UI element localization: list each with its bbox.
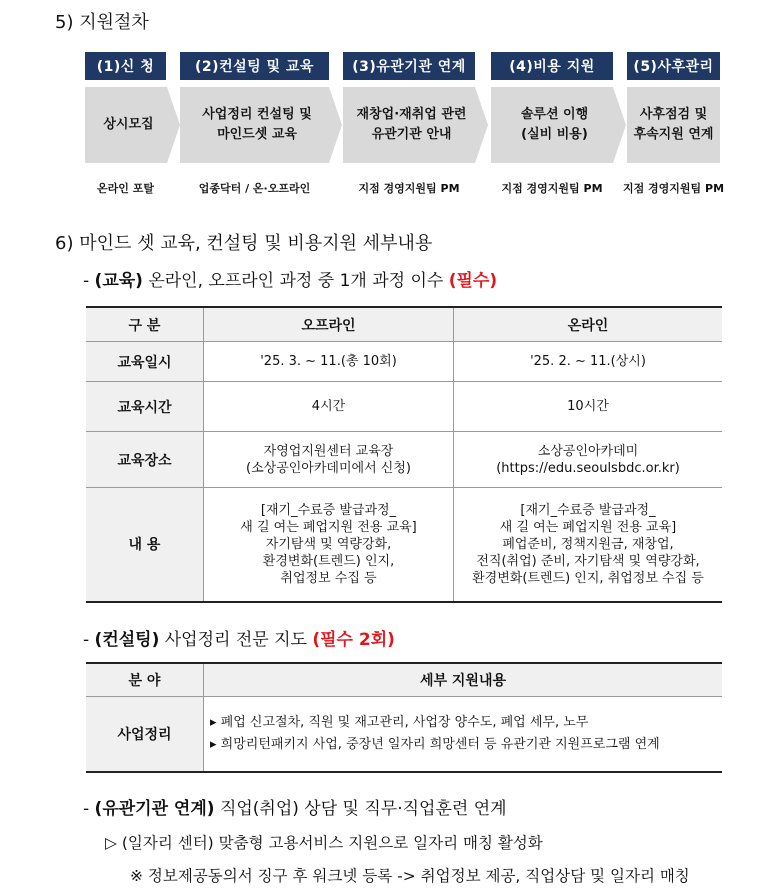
header-category: 구 분 bbox=[86, 307, 204, 342]
stage-5-header: (5)사후관리 bbox=[627, 52, 720, 80]
stage-1-box bbox=[85, 87, 180, 163]
field-cell: 사업정리 bbox=[86, 697, 204, 773]
header-online: 온라인 bbox=[454, 307, 723, 342]
stage-4-footer: 지점 경영지원팀 PM bbox=[501, 182, 603, 195]
stage-3-box bbox=[343, 87, 488, 163]
linkage-text: 직업(취업) 상담 및 직무·직업훈련 연계 bbox=[214, 799, 507, 819]
linkage-subheading bbox=[83, 794, 507, 819]
stage-2-body: 사업정리 컨설팅 및 마인드셋 교육 bbox=[202, 107, 312, 142]
stage-4-body: 솔루션 이행 (실비 비용) bbox=[520, 107, 589, 142]
table-row bbox=[86, 697, 722, 773]
stage-3-footer: 지점 경영지원팀 PM bbox=[358, 182, 460, 195]
header-offline: 오프라인 bbox=[204, 307, 454, 342]
consulting-text: 사업정리 전문 지도 bbox=[159, 630, 313, 650]
stage-2-header: (2)컨설팅 및 교육 bbox=[180, 52, 329, 80]
online-cell: 소상공인아카데미 (https://edu.seoulsbdc.or.kr) bbox=[454, 432, 723, 488]
stage-1-footer: 온라인 포탈 bbox=[97, 182, 154, 195]
stage-2-box bbox=[180, 87, 342, 163]
stage-3-body: 재창업·재취업 관련 유관기관 안내 bbox=[356, 107, 467, 142]
online-cell: [재기_수료증 발급과정_ 새 길 여는 폐업지원 전용 교육] 폐업준비, 정책지원금, 재창업, 전직(취업) 준비, 자기탐색 및 역량강화, 환경변화(트렌드) 인지, 취업정보 수집 등 bbox=[454, 488, 723, 602]
section-6-title: 6) 마인드 셋 교육, 컨설팅 및 비용지원 세부내용 bbox=[55, 233, 433, 254]
detail-item: ▸ 희망리턴패키지 사업, 중장년 일자리 희망센터 등 유관기관 지원프로그램 연계 bbox=[210, 737, 660, 752]
stage-4-header: (4)비용 지원 bbox=[491, 52, 613, 80]
offline-cell: '25. 3. ~ 11.(총 10회) bbox=[204, 342, 454, 382]
bullet-dash: - bbox=[83, 799, 95, 819]
table-row bbox=[86, 488, 722, 602]
education-label: (교육) bbox=[94, 271, 143, 291]
bullet-dash: - bbox=[83, 630, 95, 650]
stage-2-footer: 업종닥터 / 온·오프라인 bbox=[198, 182, 311, 195]
detail-cell bbox=[204, 697, 723, 773]
stage-1-header: (1)신 청 bbox=[85, 52, 166, 80]
section-5-title: 5) 지원절차 bbox=[55, 12, 149, 33]
detail-item: ▸ 폐업 신고절차, 직원 및 재고관리, 사업장 양수도, 폐업 세무, 노무 bbox=[210, 715, 589, 730]
stage-4-box bbox=[491, 87, 626, 163]
online-cell: 10시간 bbox=[454, 382, 723, 432]
linkage-note: ※ 정보제공동의서 징구 후 워크넷 등록 -> 취업정보 제공, 직업상담 및 일자리 매칭 bbox=[130, 867, 690, 885]
row-label: 교육일시 bbox=[86, 342, 204, 382]
education-table bbox=[86, 306, 722, 603]
required-badge: (필수) bbox=[448, 271, 498, 291]
bullet-dash: - bbox=[83, 271, 95, 291]
offline-cell: 4시간 bbox=[204, 382, 454, 432]
consulting-table bbox=[86, 662, 722, 773]
header-field: 분 야 bbox=[86, 663, 204, 697]
stage-3-header: (3)유관기관 연계 bbox=[343, 52, 475, 80]
stage-5-box bbox=[627, 87, 720, 163]
offline-cell: 자영업지원센터 교육장 (소상공인아카데미에서 신청) bbox=[204, 432, 454, 488]
offline-cell: [재기_수료증 발급과정_ 새 길 여는 폐업지원 전용 교육] 자기탐색 및 역량강화, 환경변화(트렌드) 인지, 취업정보 수집 등 bbox=[204, 488, 454, 602]
header-detail: 세부 지원내용 bbox=[204, 663, 723, 697]
stage-5-footer: 지점 경영지원팀 PM bbox=[622, 182, 725, 195]
education-text: 온라인, 오프라인 과정 중 1개 과정 이수 bbox=[142, 271, 449, 291]
row-label: 교육장소 bbox=[86, 432, 204, 488]
stage-1-body: 상시모집 bbox=[103, 117, 154, 132]
table-row bbox=[86, 342, 722, 382]
consulting-subheading bbox=[83, 625, 395, 650]
online-cell: '25. 2. ~ 11.(상시) bbox=[454, 342, 723, 382]
table-row bbox=[86, 382, 722, 432]
consulting-label: (컨설팅) bbox=[94, 630, 160, 650]
row-label: 내 용 bbox=[86, 488, 204, 602]
stage-5-body: 사후점검 및 후속지원 연계 bbox=[633, 107, 714, 142]
linkage-label: (유관기관 연계) bbox=[94, 799, 215, 819]
row-label: 교육시간 bbox=[86, 382, 204, 432]
education-subheading bbox=[83, 266, 497, 291]
required-badge: (필수 2회) bbox=[312, 630, 395, 650]
table-row bbox=[86, 432, 722, 488]
linkage-detail: ▷ (일자리 센터) 맞춤형 고용서비스 지원으로 일자리 매칭 활성화 bbox=[105, 834, 543, 852]
